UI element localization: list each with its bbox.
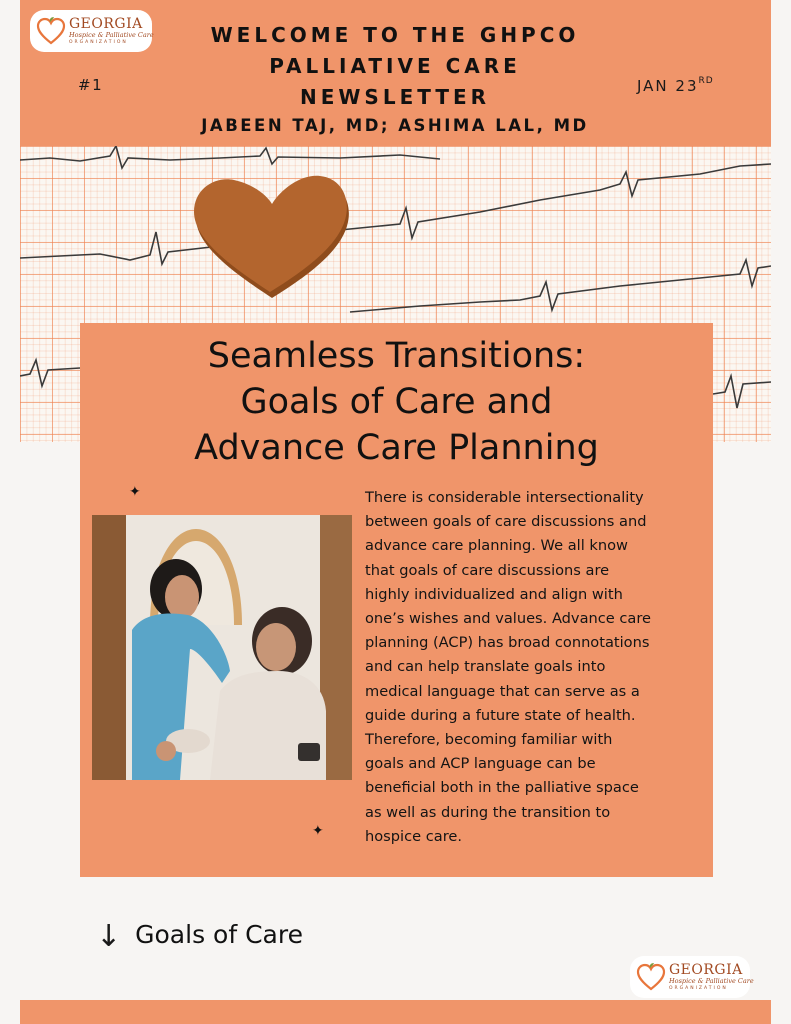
issue-date-suffix: RD	[698, 76, 714, 86]
ghpco-logo	[30, 10, 152, 52]
article-title-line: Advance Care Planning	[194, 428, 599, 468]
down-arrow-icon: ↓	[96, 919, 122, 954]
article-card	[80, 323, 713, 877]
body-line: as well as during the transition to	[365, 803, 611, 821]
newsletter-header	[20, 0, 771, 146]
ghpco-logo-footer	[630, 956, 754, 998]
title-line: PALLIATIVE CARE	[269, 54, 521, 78]
body-line: Therefore, becoming familiar with	[365, 731, 613, 749]
title-line: WELCOME TO THE GHPCO	[210, 23, 580, 47]
issue-date	[637, 76, 714, 95]
sparkle-icon: ✦	[129, 484, 141, 500]
logo-tagline: Hospice & Palliative Care	[69, 31, 154, 39]
wooden-heart-icon	[194, 176, 349, 298]
article-title-line: Goals of Care and	[240, 382, 553, 422]
body-line: guide during a future state of health.	[365, 706, 636, 724]
article-title-line: Seamless Transitions:	[207, 336, 586, 376]
body-line: hospice care.	[365, 827, 463, 845]
body-line: goals and ACP language can be	[365, 755, 596, 773]
authors: JABEEN TAJ, MD; ASHIMA LAL, MD	[201, 116, 589, 135]
sparkle-icon: ✦	[312, 823, 324, 839]
body-line: beneficial both in the palliative space	[365, 779, 639, 797]
body-line: between goals of care discussions and	[365, 513, 647, 531]
caregiver-patient-photo	[92, 515, 352, 780]
section-heading	[96, 916, 303, 952]
article-title	[80, 333, 713, 471]
logo-name: GEORGIA	[69, 16, 143, 32]
logo-tagline: Hospice & Palliative Care	[669, 977, 754, 985]
newsletter-title	[140, 20, 650, 113]
body-line: and can help translate goals into	[365, 658, 606, 676]
logo-org: ORGANIZATION	[669, 985, 728, 991]
heart-logo-icon	[36, 16, 66, 46]
issue-date-text: JAN 23	[637, 77, 699, 95]
footer-bar	[20, 1000, 771, 1024]
body-line: planning (ACP) has broad connotations	[365, 634, 650, 652]
title-line: NEWSLETTER	[299, 85, 491, 109]
section-label: Goals of Care	[135, 919, 303, 949]
body-line: medical language that can serve as a	[365, 682, 640, 700]
body-line: There is considerable intersectionality	[365, 489, 644, 506]
body-line: that goals of care discussions are	[365, 561, 610, 579]
body-line: highly individualized and align with	[365, 585, 623, 603]
logo-org: ORGANIZATION	[69, 39, 128, 45]
article-body	[365, 486, 705, 849]
issue-number: #1	[78, 76, 104, 94]
body-line: advance care planning. We all know	[365, 537, 628, 555]
logo-name: GEORGIA	[669, 962, 743, 978]
body-line: one’s wishes and values. Advance care	[365, 610, 652, 628]
heart-logo-icon	[636, 962, 666, 992]
